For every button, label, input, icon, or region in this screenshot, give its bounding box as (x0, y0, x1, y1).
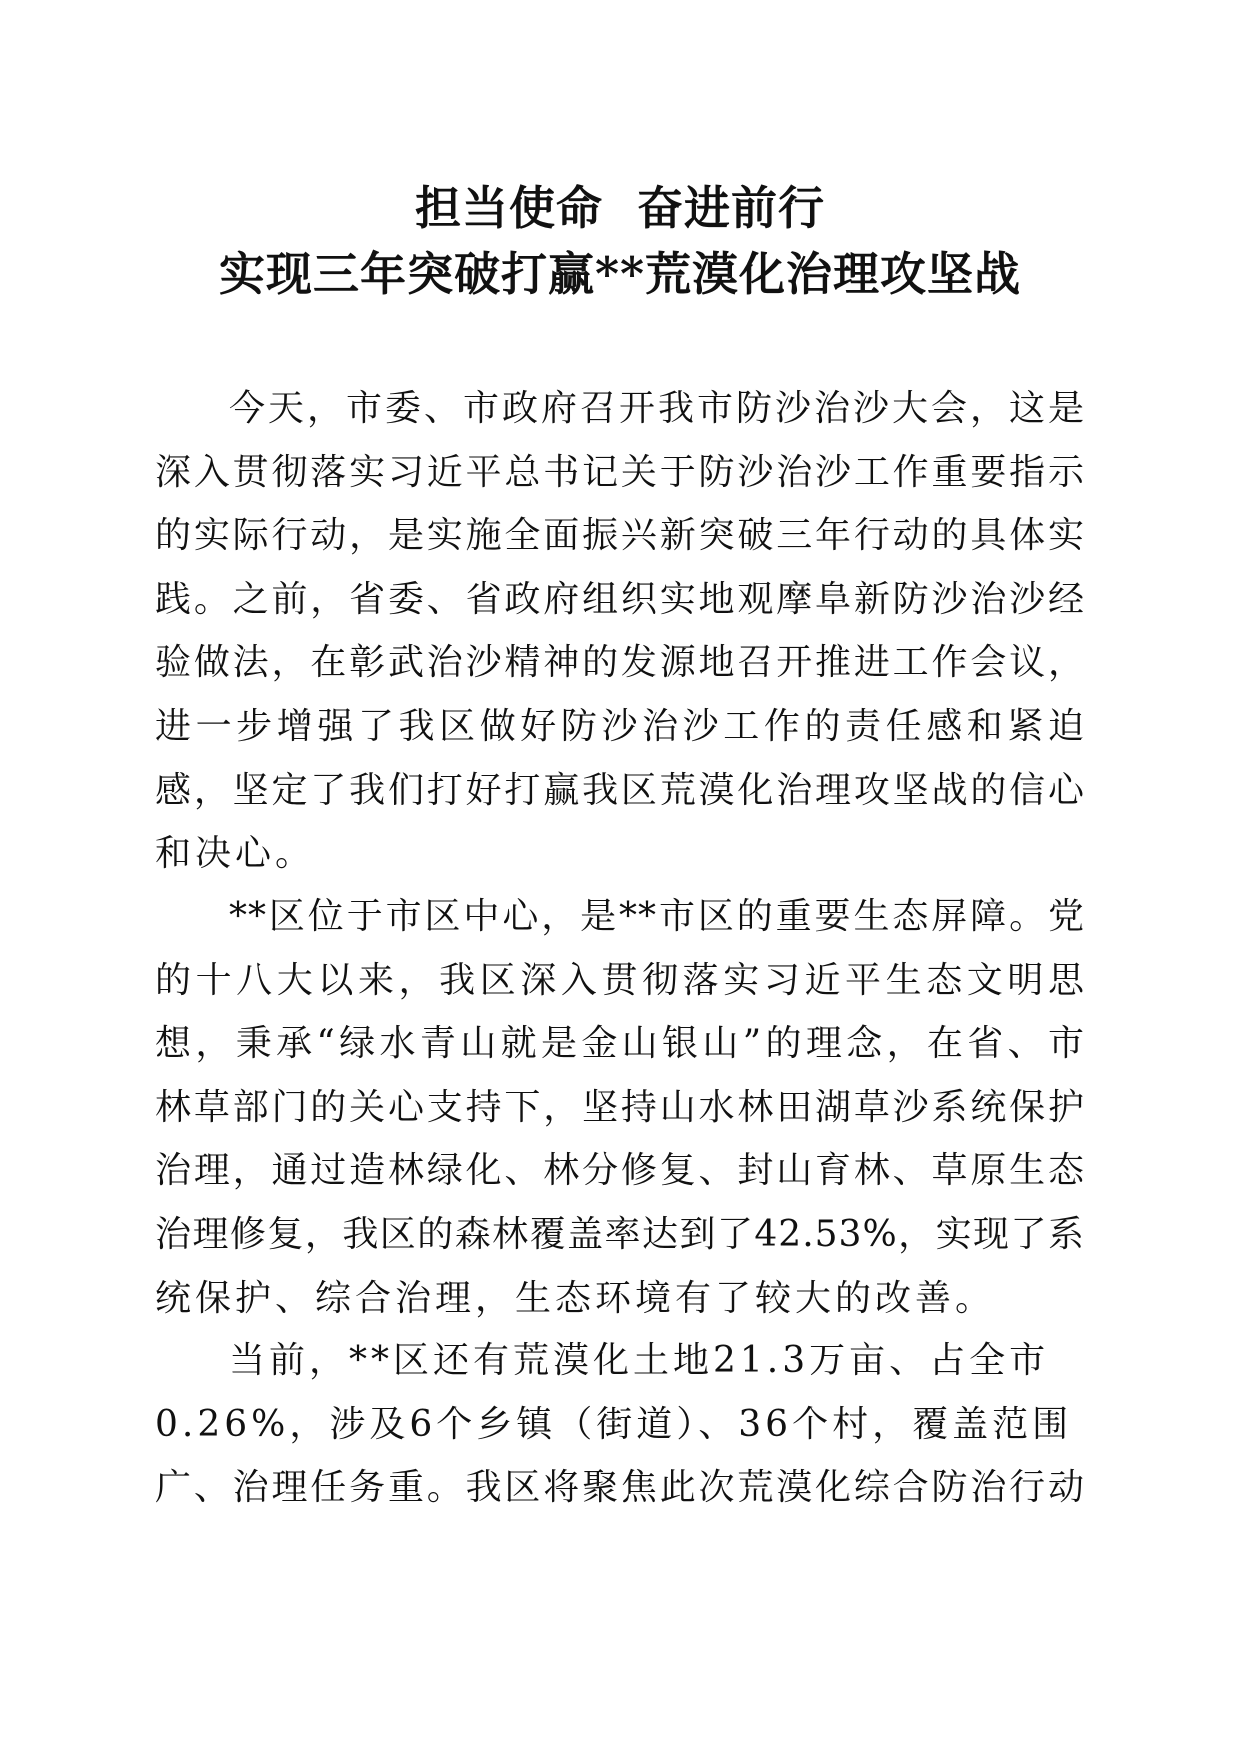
paragraph-line: 的十八大以来，我区深入贯彻落实习近平生态文明思 (155, 959, 1085, 1001)
paragraph-3 (155, 1329, 1085, 1520)
paragraph-2 (155, 885, 1085, 1330)
paragraph-line: 0.26%，涉及6个乡镇（街道）、36个村，覆盖范围 (155, 1403, 1073, 1445)
paragraph-line: 统保护、综合治理，生态环境有了较大的改善。 (155, 1277, 996, 1319)
paragraph-line: 今天，市委、市政府召开我市防沙治沙大会，这是 (229, 388, 1085, 429)
page-subtitle: 实现三年突破打赢**荒漠化治理攻坚战 (218, 247, 1022, 301)
paragraph-line: 治理修复，我区的森林覆盖率达到了42.53%，实现了系 (155, 1213, 1085, 1255)
paragraph-line: 进一步增强了我区做好防沙治沙工作的责任感和紧迫 (155, 705, 1085, 747)
paragraph-line: 践。之前，省委、省政府组织实地观摩阜新防沙治沙经 (155, 578, 1085, 620)
paragraph-line: 想，秉承“绿水青山就是金山银山”的理念，在省、市 (155, 1023, 1085, 1065)
paragraph-line: 当前，**区还有荒漠化土地21.3万亩、占全市 (229, 1340, 1050, 1381)
paragraph-line: 林草部门的关心支持下，坚持山水林田湖草沙系统保护 (155, 1086, 1085, 1128)
paragraph-line: **区位于市区中心，是**市区的重要生态屏障。党 (229, 896, 1085, 937)
paragraph-1 (155, 377, 1085, 886)
paragraph-line: 治理，通过造林绿化、林分修复、封山育林、草原生态 (155, 1150, 1085, 1192)
paragraph-line: 和决心。 (155, 833, 316, 875)
paragraph-line: 广、治理任务重。我区将聚焦此次荒漠化综合防治行动 (155, 1467, 1085, 1509)
paragraph-line: 验做法，在彰武治沙精神的发源地召开推进工作会议， (155, 642, 1085, 684)
paragraph-line: 的实际行动，是实施全面振兴新突破三年行动的具体实 (155, 515, 1085, 557)
paragraph-line: 感，坚定了我们打好打赢我区荒漠化治理攻坚战的信心 (155, 769, 1085, 811)
page-title: 担当使命 奋进前行 (414, 181, 826, 235)
paragraph-line: 深入贯彻落实习近平总书记关于防沙治沙工作重要指示 (155, 451, 1085, 493)
